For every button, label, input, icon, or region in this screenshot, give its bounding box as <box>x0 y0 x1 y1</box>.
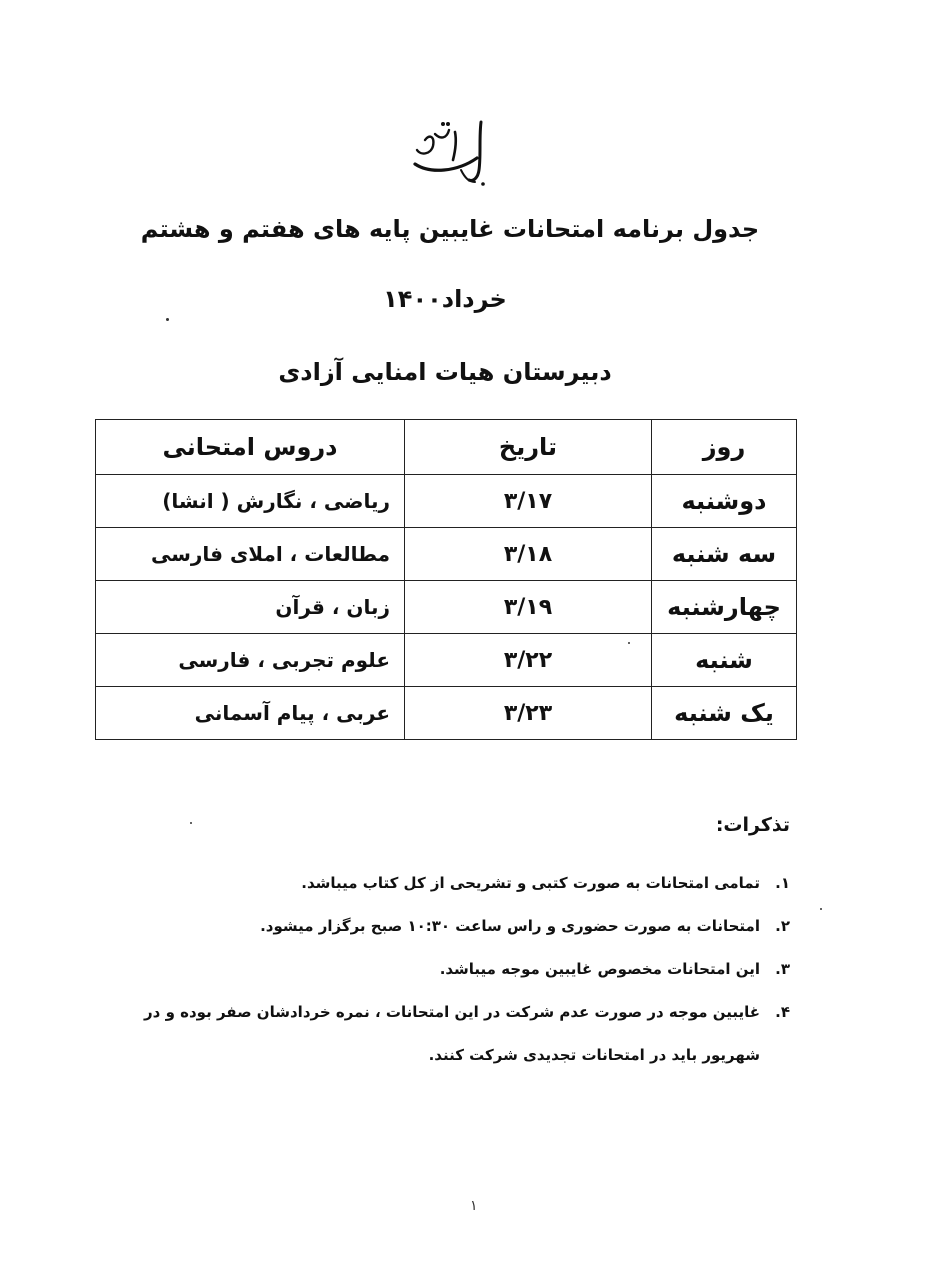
exam-schedule-table <box>95 419 797 740</box>
scan-speck <box>190 822 192 824</box>
note-continuation: شهریور باید در امتحانات تجدیدی شرکت کنند. <box>428 1046 760 1064</box>
note-number: ۳. <box>775 960 790 978</box>
header-day: روز <box>652 420 797 475</box>
row-subjects: عربی ، پیام آسمانی <box>96 687 405 740</box>
row-day: شنبه <box>652 634 797 687</box>
table-row <box>96 634 797 687</box>
row-day: یک شنبه <box>652 687 797 740</box>
notes-heading: تذکرات: <box>715 814 790 836</box>
row-day: سه شنبه <box>652 528 797 581</box>
row-subjects: علوم تجربی ، فارسی <box>96 634 405 687</box>
row-date: ۳/۲۳ <box>405 687 652 740</box>
calligraphy-image <box>395 112 505 192</box>
scan-speck <box>166 318 169 321</box>
note-number: ۴. <box>775 1003 790 1021</box>
note-text: این امتحانات مخصوص غایبین موجه میباشد. <box>439 960 760 978</box>
row-date: ۳/۱۹ <box>405 581 652 634</box>
note-number: ۲. <box>775 917 790 935</box>
table-row <box>96 475 797 528</box>
note-item <box>90 868 790 911</box>
table-header-row <box>96 420 797 475</box>
row-date: ۳/۲۲ <box>405 634 652 687</box>
exam-month: خرداد۱۴۰۰ <box>383 285 507 313</box>
note-text: غایبین موجه در صورت عدم شرکت در این امتحانات ، نمره خردادشان صفر بوده و در <box>144 1003 760 1021</box>
note-item <box>90 911 790 954</box>
note-item <box>90 997 790 1040</box>
scan-speck <box>820 908 822 910</box>
header-subjects: دروس امتحانی <box>96 420 405 475</box>
invocation-calligraphy <box>395 112 505 192</box>
row-day: دوشنبه <box>652 475 797 528</box>
table-row <box>96 581 797 634</box>
table-row <box>96 687 797 740</box>
row-date: ۳/۱۸ <box>405 528 652 581</box>
row-date: ۳/۱۷ <box>405 475 652 528</box>
row-subjects: ریاضی ، نگارش ( انشا) <box>96 475 405 528</box>
invocation-text <box>505 112 506 113</box>
row-day: چهارشنبه <box>652 581 797 634</box>
header-date: تاریخ <box>405 420 652 475</box>
page-number: ۱ <box>470 1198 478 1214</box>
page-title: جدول برنامه امتحانات غایبین پایه های هفتم و هشتم <box>140 215 760 243</box>
school-name: دبیرستان هیات امنایی آزادی <box>278 358 612 386</box>
row-subjects: مطالعات ، املای فارسی <box>96 528 405 581</box>
notes-list <box>90 868 790 1086</box>
row-subjects: زبان ، قرآن <box>96 581 405 634</box>
note-item <box>90 954 790 997</box>
note-text: امتحانات به صورت حضوری و راس ساعت ۱۰:۳۰ صبح برگزار میشود. <box>260 917 760 935</box>
table-row <box>96 528 797 581</box>
scan-speck <box>628 642 630 644</box>
note-text: تمامی امتحانات به صورت کتبی و تشریحی از کل کتاب میباشد. <box>301 874 760 892</box>
note-number: ۱. <box>775 874 790 892</box>
